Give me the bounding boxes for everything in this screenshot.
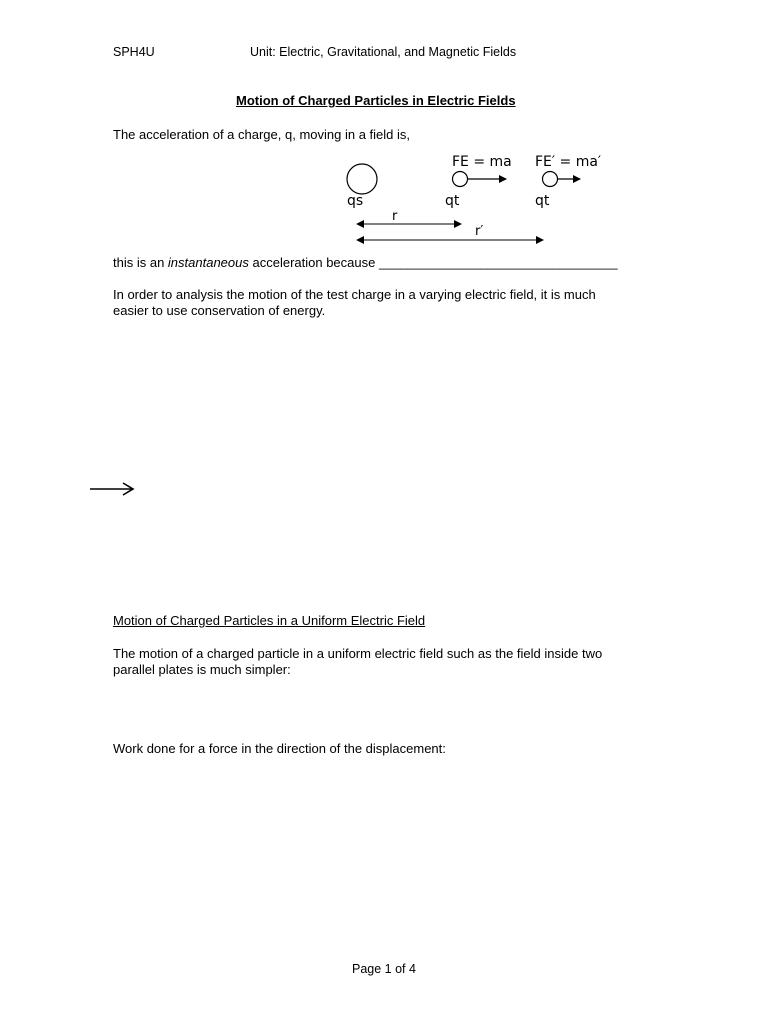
force-label-1: FE = ma [452,154,512,170]
test-charge-label-1: qt [445,193,460,209]
test-charge-circle-1 [453,172,468,187]
answer-blank: _________________________________ [378,255,618,270]
work-text: Work done for a force in the direction of the displacement: [113,741,446,756]
page-number: Page 1 of 4 [352,962,416,976]
page-title: Motion of Charged Particles in Electric Fields [236,93,516,108]
uniform-paragraph-line2: parallel plates is much simpler: [113,662,291,677]
intro-text: The acceleration of a charge, q, moving in a field is, [113,127,410,142]
distance-r-prime-label: r′ [475,224,484,239]
course-code: SPH4U [113,45,155,59]
test-charge-label-2: qt [535,193,550,209]
distance-r-label: r [392,209,398,224]
source-charge-circle [347,164,377,194]
uniform-paragraph-line1: The motion of a charged particle in a uniform electric field such as the field inside two [113,646,603,661]
instantaneous-before: this is an [113,255,168,270]
section-heading: Motion of Charged Particles in a Uniform Electric Field [113,613,426,628]
instantaneous-emphasis: instantaneous [167,255,249,270]
energy-paragraph-line1: In order to analysis the motion of the test charge in a varying electric field, it is much [113,287,596,302]
force-label-2: FE′ = ma′ [535,154,602,170]
unit-title: Unit: Electric, Gravitational, and Magnetic Fields [250,45,517,59]
source-charge-label: qs [347,193,364,209]
test-charge-circle-2 [543,172,558,187]
energy-paragraph-line2: easier to use conservation of energy. [113,303,326,318]
instantaneous-after: acceleration because [248,255,379,270]
instantaneous-sentence [113,255,618,271]
